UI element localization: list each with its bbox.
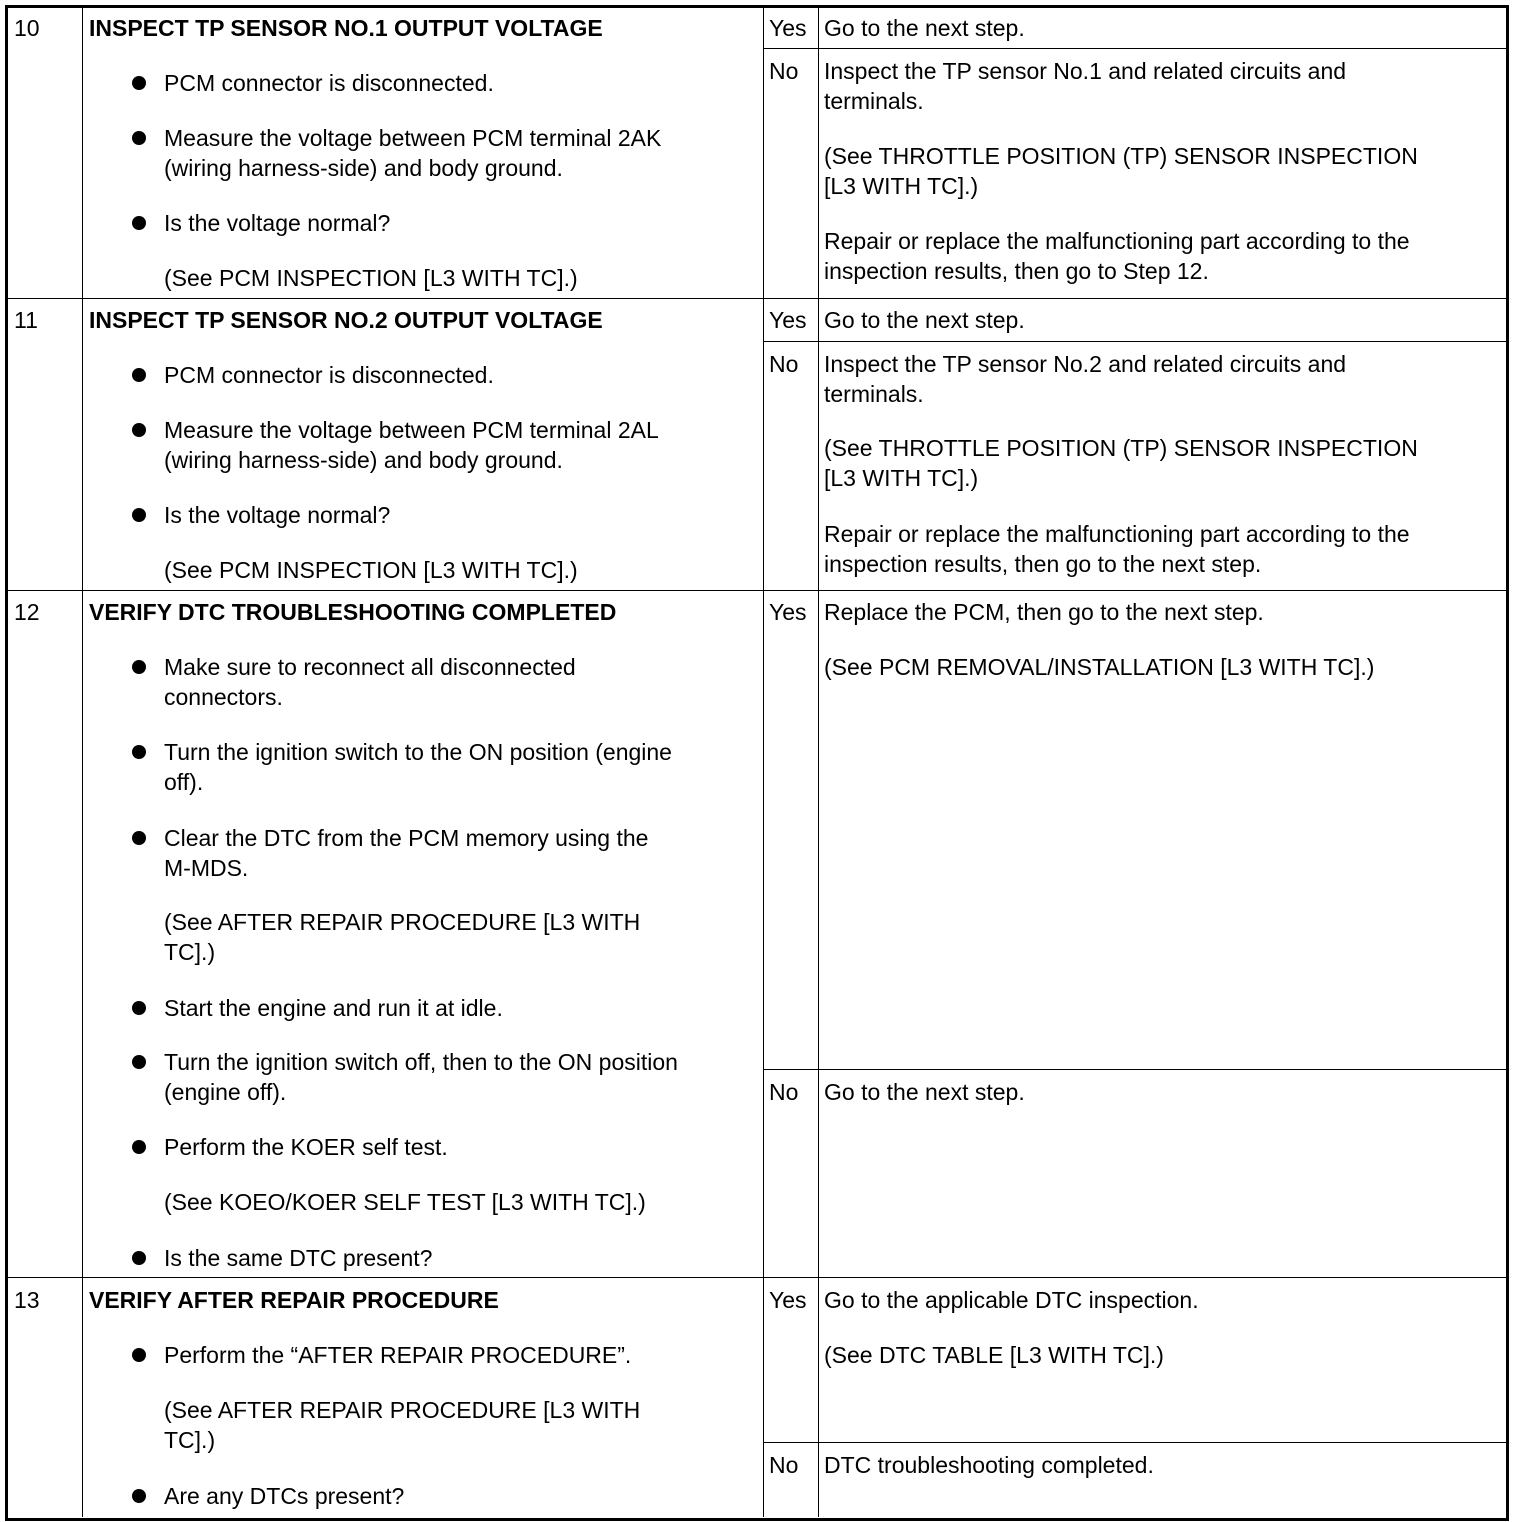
bullet-icon: [132, 508, 146, 522]
step-title: VERIFY AFTER REPAIR PROCEDURE: [89, 1287, 499, 1313]
step-number: 11: [14, 307, 38, 333]
reference-note: (See PCM INSPECTION [L3 WITH TC].): [164, 265, 578, 291]
step-title: VERIFY DTC TROUBLESHOOTING COMPLETED: [89, 599, 617, 625]
bullet-icon: [132, 1140, 146, 1154]
bullet-icon: [132, 1489, 146, 1503]
no-result: Inspect the TP sensor No.1 and related circuits and: [824, 58, 1347, 84]
no-repair: inspection results, then go to the next step.: [824, 551, 1262, 577]
bullet-icon: [132, 1055, 146, 1069]
step-instruction: Measure the voltage between PCM terminal 2AK: [164, 125, 662, 151]
step-instruction: off).: [164, 769, 204, 795]
bullet-icon: [132, 745, 146, 759]
reference-note: TC].): [164, 939, 216, 965]
step-title: INSPECT TP SENSOR NO.2 OUTPUT VOLTAGE: [89, 307, 603, 333]
column-divider-action: [763, 6, 764, 1517]
no-repair: Repair or replace the malfunctioning part according to the: [824, 228, 1410, 254]
reference-note: (See AFTER REPAIR PROCEDURE [L3 WITH: [164, 1397, 641, 1423]
no-reference: [L3 WITH TC].): [824, 465, 979, 491]
reference-note: TC].): [164, 1427, 216, 1453]
no-reference: [L3 WITH TC].): [824, 173, 979, 199]
column-divider-result: [818, 6, 819, 1517]
step-instruction: Make sure to reconnect all disconnected: [164, 654, 576, 680]
no-result: Inspect the TP sensor No.2 and related circuits and: [824, 351, 1347, 377]
yes-result: Go to the applicable DTC inspection.: [824, 1287, 1199, 1313]
step-number: 10: [14, 15, 40, 41]
bullet-icon: [132, 1001, 146, 1015]
bullet-icon: [132, 660, 146, 674]
bullet-icon: [132, 76, 146, 90]
no-reference: (See THROTTLE POSITION (TP) SENSOR INSPECTION: [824, 435, 1418, 461]
step-title: INSPECT TP SENSOR NO.1 OUTPUT VOLTAGE: [89, 15, 603, 41]
no-repair: Repair or replace the malfunctioning part according to the: [824, 521, 1410, 547]
yes-result: Go to the next step.: [824, 15, 1025, 41]
reference-note: (See AFTER REPAIR PROCEDURE [L3 WITH: [164, 909, 641, 935]
step-instruction: connectors.: [164, 684, 283, 710]
step-number: 13: [14, 1287, 40, 1313]
no-repair: inspection results, then go to Step 12.: [824, 258, 1209, 284]
no-reference: (See THROTTLE POSITION (TP) SENSOR INSPECTION: [824, 143, 1418, 169]
yes-no-divider: [763, 1069, 1506, 1070]
reference-note: (See KOEO/KOER SELF TEST [L3 WITH TC].): [164, 1189, 646, 1215]
yes-reference: (See DTC TABLE [L3 WITH TC].): [824, 1342, 1164, 1368]
step-instruction: Is the same DTC present?: [164, 1245, 433, 1271]
step-instruction: Perform the KOER self test.: [164, 1134, 448, 1160]
step-instruction: Measure the voltage between PCM terminal 2AL: [164, 417, 659, 443]
reference-note: (See PCM INSPECTION [L3 WITH TC].): [164, 557, 578, 583]
bullet-icon: [132, 131, 146, 145]
no-result: DTC troubleshooting completed.: [824, 1452, 1154, 1478]
step-instruction: Are any DTCs present?: [164, 1483, 405, 1509]
bullet-icon: [132, 216, 146, 230]
no-result: terminals.: [824, 381, 924, 407]
row-divider: [6, 590, 1506, 591]
yes-reference: (See PCM REMOVAL/INSTALLATION [L3 WITH TC].): [824, 654, 1375, 680]
step-instruction: Is the voltage normal?: [164, 210, 391, 236]
yes-result: Replace the PCM, then go to the next step.: [824, 599, 1264, 625]
yes-label: Yes: [769, 15, 807, 41]
yes-label: Yes: [769, 599, 807, 625]
step-instruction: Start the engine and run it at idle.: [164, 995, 503, 1021]
yes-label: Yes: [769, 1287, 807, 1313]
step-instruction: Turn the ignition switch to the ON position (engine: [164, 739, 672, 765]
bullet-icon: [132, 831, 146, 845]
step-instruction: Is the voltage normal?: [164, 502, 391, 528]
bullet-icon: [132, 423, 146, 437]
yes-result: Go to the next step.: [824, 307, 1025, 333]
bullet-icon: [132, 1348, 146, 1362]
step-instruction: PCM connector is disconnected.: [164, 362, 494, 388]
step-instruction: (engine off).: [164, 1079, 287, 1105]
step-instruction: Clear the DTC from the PCM memory using the: [164, 825, 649, 851]
yes-no-divider: [763, 341, 1506, 342]
no-label: No: [769, 351, 799, 377]
column-divider-number: [82, 6, 83, 1517]
yes-label: Yes: [769, 307, 807, 333]
step-number: 12: [14, 599, 40, 625]
bullet-icon: [132, 1251, 146, 1265]
yes-no-divider: [763, 48, 1506, 49]
bullet-icon: [132, 368, 146, 382]
step-instruction: Turn the ignition switch off, then to the ON position: [164, 1049, 678, 1075]
step-instruction: Perform the “AFTER REPAIR PROCEDURE”.: [164, 1342, 632, 1368]
step-instruction: (wiring harness-side) and body ground.: [164, 155, 563, 181]
no-result: Go to the next step.: [824, 1079, 1025, 1105]
step-instruction: (wiring harness-side) and body ground.: [164, 447, 563, 473]
no-label: No: [769, 1452, 799, 1478]
step-instruction: M-MDS.: [164, 855, 249, 881]
step-instruction: PCM connector is disconnected.: [164, 70, 494, 96]
row-divider: [6, 298, 1506, 299]
row-divider: [6, 1277, 1506, 1278]
no-label: No: [769, 1079, 799, 1105]
no-label: No: [769, 58, 799, 84]
yes-no-divider: [763, 1442, 1506, 1443]
no-result: terminals.: [824, 88, 924, 114]
